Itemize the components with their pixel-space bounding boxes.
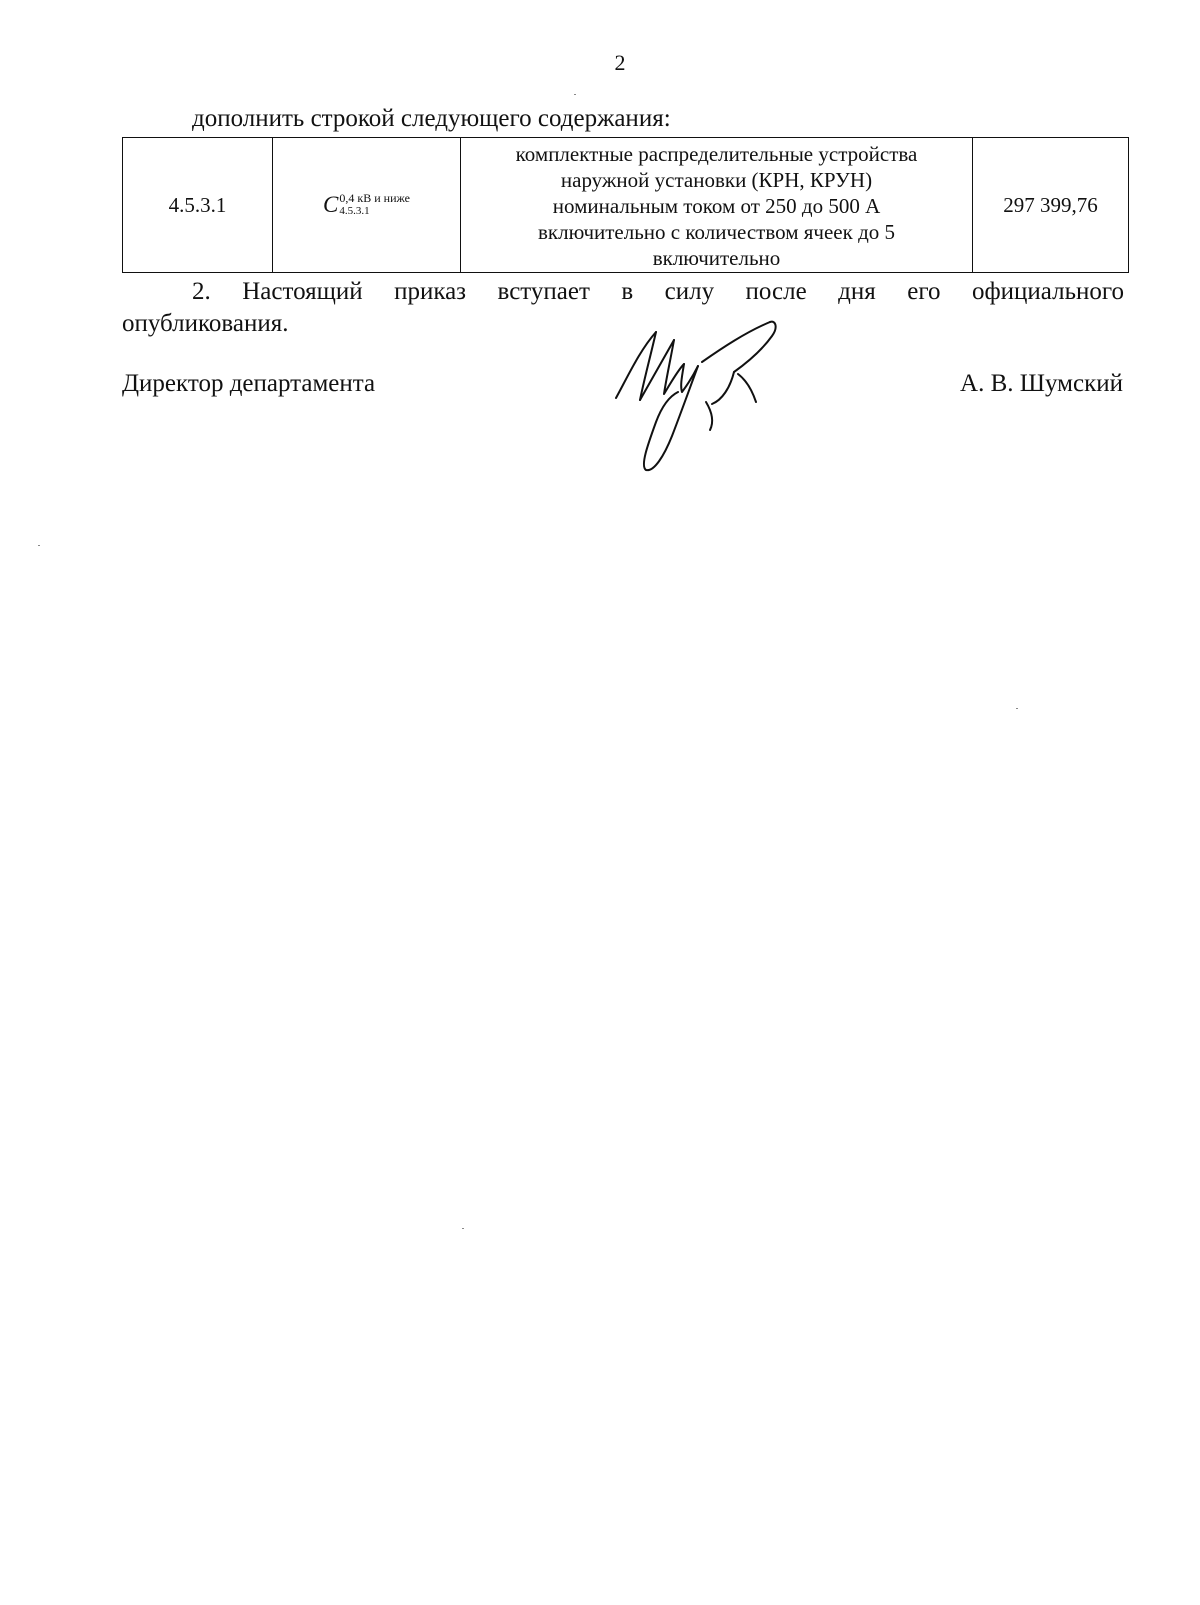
row-description (461, 138, 973, 273)
rate-symbol (323, 192, 410, 218)
scan-speck (1016, 708, 1018, 709)
row-value: 297 399,76 (973, 138, 1129, 273)
page-number: 2 (614, 50, 626, 75)
rate-symbol-subscript: 4.5.3.1 (339, 204, 370, 217)
rate-symbol-scripts (339, 192, 410, 217)
handwritten-signature (610, 318, 810, 488)
scan-speck (574, 94, 576, 95)
table-row (123, 138, 1129, 273)
description-line: номинальным током от 250 до 500 А (552, 194, 881, 218)
amendment-table (122, 137, 1129, 273)
description-line: наружной установки (КРН, КРУН) (560, 168, 873, 192)
signer-name: А. В. Шумский (960, 370, 1123, 397)
description-line: включительно с количеством ячеек до 5 (537, 220, 896, 244)
scan-speck (38, 545, 40, 546)
description-line: комплектные распределительные устройства (515, 142, 918, 166)
row-symbol-cell (273, 138, 461, 273)
scan-speck (462, 1228, 464, 1229)
rate-symbol-base: C (323, 191, 339, 217)
rate-symbol-superscript: 0,4 кВ и ниже (339, 190, 410, 205)
clause-line-1: 2. Настоящий приказ вступает в силу после дня его официального (192, 278, 1124, 305)
row-code: 4.5.3.1 (123, 138, 273, 273)
intro-text: дополнить строкой следующего содержания: (192, 105, 671, 132)
clause-line-2: опубликования. (122, 310, 289, 337)
signer-title: Директор департамента (122, 370, 376, 397)
description-line: включительно (652, 246, 781, 270)
